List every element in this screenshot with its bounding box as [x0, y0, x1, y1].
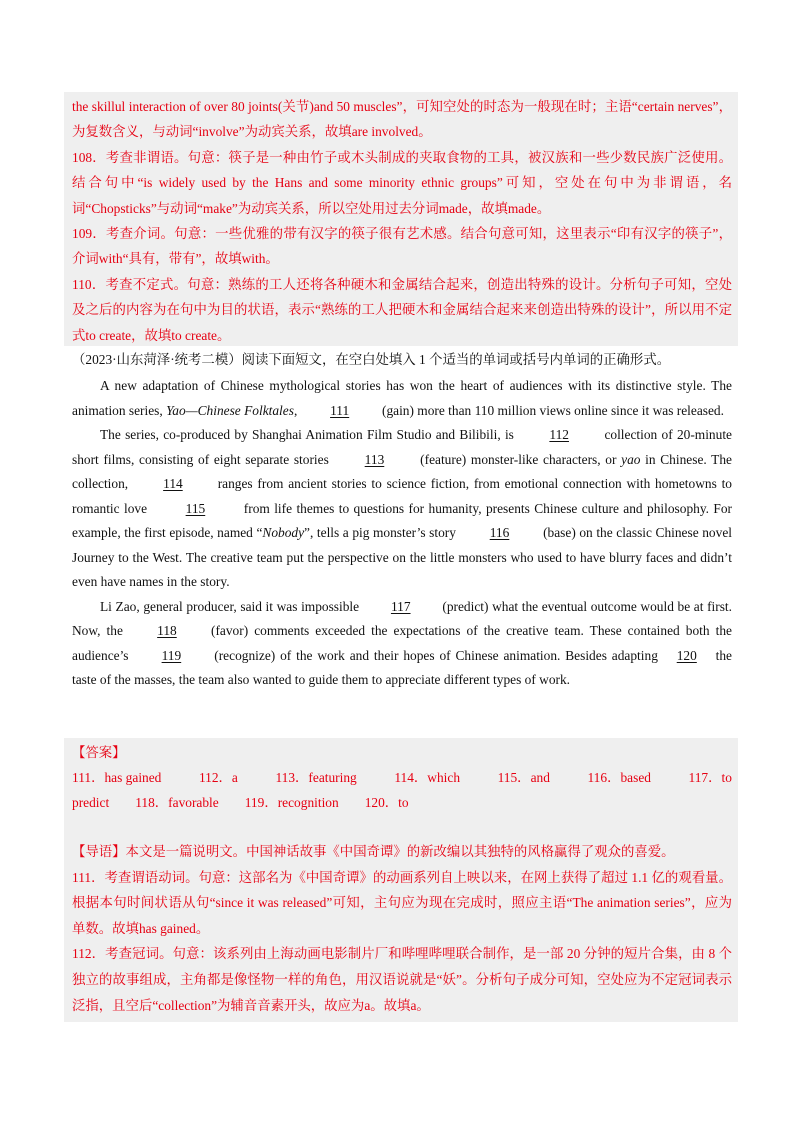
answer-row-1	[72, 765, 732, 790]
answer-row-2	[72, 790, 732, 815]
answer-113: 113．featuring	[275, 770, 357, 786]
answer-117: 117．to	[688, 770, 732, 786]
blank-119: 119	[161, 647, 182, 663]
explanation-110: 110．考查不定式。句意：熟练的工人还将各种硬木和金属结合起来，创造出特殊的设计。分析句子可知，空处及之后的内容为在句中为目的状语，表示“熟练的工人把硬木和金属结合起来来创造出特殊的设计”，所以用不定式to create，故填to create。	[72, 276, 732, 343]
blank-112: 112	[549, 427, 569, 442]
answer-111: 111．has gained	[72, 770, 162, 786]
answer-119: 119．recognition	[244, 795, 339, 811]
explanation-112: 112．考查冠词。句意：该系列由上海动画电影制片厂和哔哩哔哩联合制作，是一部 20 分钟的短片合集，由 8 个独立的故事组成，主角都是像怪物一样的角色，用汉语说就是“妖”。分析句子成分可知，空处应为不定冠词表示泛指，且空后“collection”为辅音音素开头，故应为a。故填a。	[72, 946, 732, 1013]
answer-120: 120．to	[364, 795, 409, 811]
explanation-111: 111．考查谓语动词。句意：这部名为《中国奇谭》的动画系列自上映以来，在网上获得了超过 1.1 亿的观看量。根据本句时间状语从句“since it was released”可知，主句应为现在完成时，照应主语“The animation series”，应为单数。故填has gained。	[72, 869, 732, 936]
top-explanations	[72, 94, 732, 348]
series-title: Yao—Chinese Folktales	[166, 402, 294, 418]
answer-112: 112．a	[198, 770, 238, 786]
blank-118: 118	[157, 623, 177, 638]
answer-header: 【答案】	[72, 745, 126, 760]
explanation-109: 109．考查介词。句意：一些优雅的带有汉字的筷子很有艺术感。结合句意可知，这里表示“印有汉字的筷子”，介词with“具有，带有”，故填with。	[72, 226, 732, 267]
answer-117-cont: predict	[72, 795, 110, 811]
passage-paragraph-2: The series, co-produced by Shanghai Animation Film Studio and Bilibili, is 112 collection of 20-minute short films, consisting of eight separate stories 113 (feature) monster-like characters, or yao in Chinese. The collection, 114 ranges from ancient stories to science fiction, from emotional connection with hometowns to romantic love 115 from life themes to questions for humanity, presents Chinese culture and philosophy. For example, the first episode, named “Nobody”, tells a pig monster’s story 116 (base) on the classic Chinese novel Journey to the West. The creative team put the perspective on the little monsters who used to have blurry faces and didn’t even have names in the story.	[72, 423, 732, 595]
answer-118: 118．favorable	[135, 795, 219, 811]
blank-111: 111	[330, 402, 350, 418]
answer-key	[72, 740, 732, 816]
passage-paragraph-1: A new adaptation of Chinese mythological stories has won the heart of audiences with its distinctive style. The animation series, Yao—Chinese Folktales, 111 (gain) more than 110 million views online since it was released.	[72, 374, 732, 423]
blank-117: 117	[390, 598, 411, 614]
explanation-108: 108．考查非谓语。句意：筷子是一种由竹子或木头制成的夹取食物的工具，被汉族和一些少数民族广泛使用。结合句中“is widely used by the Hans and some minority ethnic groups”可知，空处在句中为非谓语，名词“Chopsticks”与动词“make”为动宾关系，所以空处用过去分词made，故填made。	[72, 149, 732, 216]
blank-114: 114	[163, 476, 183, 491]
passage	[72, 374, 732, 693]
passage-paragraph-3: Li Zao, general producer, said it was impossible 117 (predict) what the eventual outcome would be at first. Now, the 118 (favor) comments exceeded the expectations of the creative team. These contained both the audience’s 119 (recognize) of the work and their hopes of Chinese animation. Besides adapting 120 the taste of the masses, the team also wanted to guide them to appreciate different types of work.	[72, 595, 732, 693]
explanation-107-tail: the skillul interaction of over 80 joints(关节)and 50 muscles”，可知空处的时态为一般现在时；主语“certain nerves”，为复数含义，与动词“involve”为动宾关系，故填are involved。	[72, 99, 732, 140]
guide-explanations	[72, 839, 732, 1018]
blank-116: 116	[489, 525, 510, 540]
answer-115: 115．and	[497, 770, 550, 786]
blank-113: 113	[364, 451, 385, 467]
episode-title: Nobody	[262, 525, 305, 540]
blank-120: 120	[676, 647, 697, 663]
guide-intro: 【导语】本文是一篇说明文。中国神话故事《中国奇谭》的新改编以其独特的风格赢得了观众的喜爱。	[72, 844, 675, 859]
blank-115: 115	[185, 500, 206, 516]
answer-116: 116．based	[587, 770, 651, 786]
answer-114: 114．which	[394, 770, 461, 786]
source-line: （2023·山东菏泽·统考二模）阅读下面短文，在空白处填入 1 个适当的单词或括号内单词的正确形式。	[72, 352, 671, 367]
